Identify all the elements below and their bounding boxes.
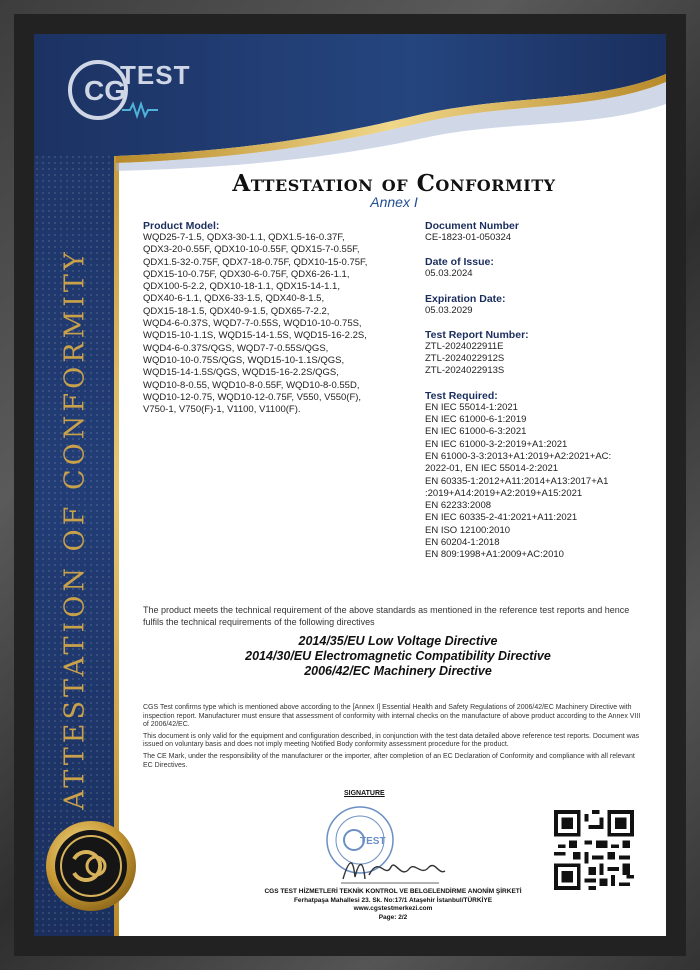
test-report-number: ZTL-2024022911E — [425, 340, 504, 352]
product-line: QDX100-5-2.2, QDX10-18-1.1, QDX15-14-1.1, — [143, 281, 340, 293]
handwritten-signature — [339, 849, 449, 889]
product-line: QDX15-18-1.5, QDX40-9-1.5, QDX65-7-2.2, — [143, 305, 330, 317]
annex-subtitle: Annex I — [370, 194, 418, 210]
test-standard: EN IEC 61000-6-3:2021 — [425, 426, 527, 438]
product-line: WQD4-6-0.37S/QGS, WQD7-7-0.55S/QGS, — [143, 342, 329, 354]
product-line: WQD10-10-0.75S/QGS, WQD15-10-1.1S/QGS, — [143, 354, 345, 366]
test-standard: 2022-01, EN IEC 55014-2:2021 — [425, 463, 559, 475]
svg-text:CG: CG — [84, 75, 126, 106]
test-standard: EN IEC 61000-3-2:2019+A1:2021 — [425, 438, 568, 450]
fine-print-paragraph: The CE Mark, under the responsibility of the manufacturer or the importer, after completion of an EC Declaration of Conformity and compliance with all relevant EC Directives. — [143, 752, 635, 769]
fine-print-paragraph: CGS Test confirms type which is mentioned above according to the [Annex I] Essential Health and Safety Regulations of 2006/42/EC Machinery Directive with inspection report. Manufacturer must ensure that assessment of conformity with internal checks on the manufacture of above product according to the Annex VIII of 2006/42/EC. — [143, 704, 641, 729]
product-line: QDX40-6-1.1, QDX6-33-1.5, QDX40-8-1.5, — [143, 293, 325, 305]
tests-required-field — [425, 390, 655, 562]
tests-required-label: Test Required: — [425, 389, 498, 402]
product-line: WQD15-10-1.1S, WQD15-14-1.5S, WQD15-16-2.2S, — [143, 330, 367, 342]
test-standard: EN 60335-1:2012+A11:2014+A13:2017+A1 — [425, 475, 609, 487]
footer — [143, 888, 643, 922]
test-standard: EN IEC 60335-2-41:2021+A11:2021 — [425, 512, 578, 524]
expiry-date: 05.03.2029 — [425, 304, 473, 316]
test-report-field — [425, 329, 655, 378]
test-standard: EN IEC 55014-1:2021 — [425, 401, 518, 413]
expiry-date-field — [425, 293, 655, 317]
product-line: WQD25-7-1.5, QDX3-30-1.1, QDX1.5-16-0.37F, — [143, 232, 345, 243]
test-report-number: ZTL-2024022912S — [425, 353, 505, 365]
directive-item: 2014/30/EU Electromagnetic Compatibility Directive — [245, 649, 551, 663]
logo-text: TEST — [120, 60, 191, 90]
issue-date-field — [425, 256, 655, 280]
product-models — [143, 232, 405, 416]
directive-item: 2014/35/EU Low Voltage Directive — [298, 634, 498, 648]
document-number-field — [425, 220, 655, 244]
test-standard: EN 62233:2008 — [425, 500, 492, 512]
document-number: CE-1823-01-050324 — [425, 232, 512, 243]
vertical-title: ATTESTATION OF CONFORMITY — [59, 248, 91, 810]
footer-page: Page: 2/2 — [378, 913, 408, 921]
gold-seal — [44, 819, 138, 913]
product-line: WQD10-8-0.55, WQD10-8-0.55F, WQD10-8-0.55D, — [143, 379, 360, 391]
issue-date: 05.03.2024 — [425, 268, 473, 280]
test-standard: EN 809:1998+A1:2009+AC:2010 — [425, 549, 564, 561]
fine-print-paragraph: This document is only valid for the equipment and configuration described, in conjunction with the test data detailed above reference test reports. Document was issued on voluntary basis and does not imply meeting Notified Body conformity assessment procedure for the product. — [143, 732, 640, 749]
product-line: WQD10-12-0.75, WQD10-12-0.75F, V550, V550(F), — [143, 391, 362, 403]
product-line: WQD15-14-1.5S/QGS, WQD15-16-2.2S/QGS, — [143, 367, 339, 379]
document-section — [425, 220, 655, 574]
test-standard: :2019+A14:2019+A2:2019+A15:2021 — [425, 487, 583, 499]
test-standard: EN IEC 61000-6-1:2019 — [425, 414, 527, 426]
qr-code — [554, 810, 634, 890]
product-line: QDX3-20-0.55F, QDX10-10-0.55F, QDX15-7-0.55F, — [143, 244, 360, 256]
test-standard: EN 61000-3-3:2013+A1:2019+A2:2021+AC: — [425, 450, 612, 462]
directives-list — [143, 634, 653, 679]
certificate-page — [34, 34, 666, 936]
document-number-label: Document Number — [425, 220, 519, 232]
conformity-statement: The product meets the technical requirement of the above standards as mentioned in the reference test reports and hence fulfils the technical requirements of the following directives — [143, 605, 630, 627]
expiry-date-label: Expiration Date: — [425, 292, 506, 305]
test-standard: EN 60204-1:2018 — [425, 537, 500, 549]
signature-label: SIGNATURE — [344, 790, 385, 797]
product-line: QDX1.5-32-0.75F, QDX7-18-0.75F, QDX10-15-0.75F, — [143, 256, 368, 268]
directive-item: 2006/42/EC Machinery Directive — [304, 664, 492, 678]
page-title: Attestation of Conformity — [232, 170, 556, 197]
product-line: V750-1, V750(F)-1, V1100, V1100(F). — [143, 404, 301, 416]
fine-print — [143, 704, 643, 773]
test-standard: EN ISO 12100:2010 — [425, 524, 511, 536]
stamp-text: TEST — [360, 836, 386, 847]
product-label: Product Model: — [143, 220, 220, 232]
footer-web: www.cgstestmerkezi.com — [353, 905, 433, 912]
test-report-number: ZTL-2024022913S — [425, 365, 505, 377]
footer-company: CGS TEST HİZMETLERİ TEKNİK KONTROL VE BELGELENDİRME ANONİM ŞİRKETİ — [264, 888, 522, 895]
product-line: WQD4-6-0.37S, WQD7-7-0.55S, WQD10-10-0.75S, — [143, 318, 362, 330]
product-section — [143, 220, 405, 416]
test-report-label: Test Report Number: — [425, 328, 529, 341]
product-line: QDX15-10-0.75F, QDX30-6-0.75F, QDX6-26-1.1, — [143, 268, 350, 280]
footer-address: Ferhatpaşa Mahallesi 23. Sk. No:17/1 Ataşehir İstanbul/TÜRKİYE — [293, 896, 493, 904]
issue-date-label: Date of Issue: — [425, 256, 494, 269]
